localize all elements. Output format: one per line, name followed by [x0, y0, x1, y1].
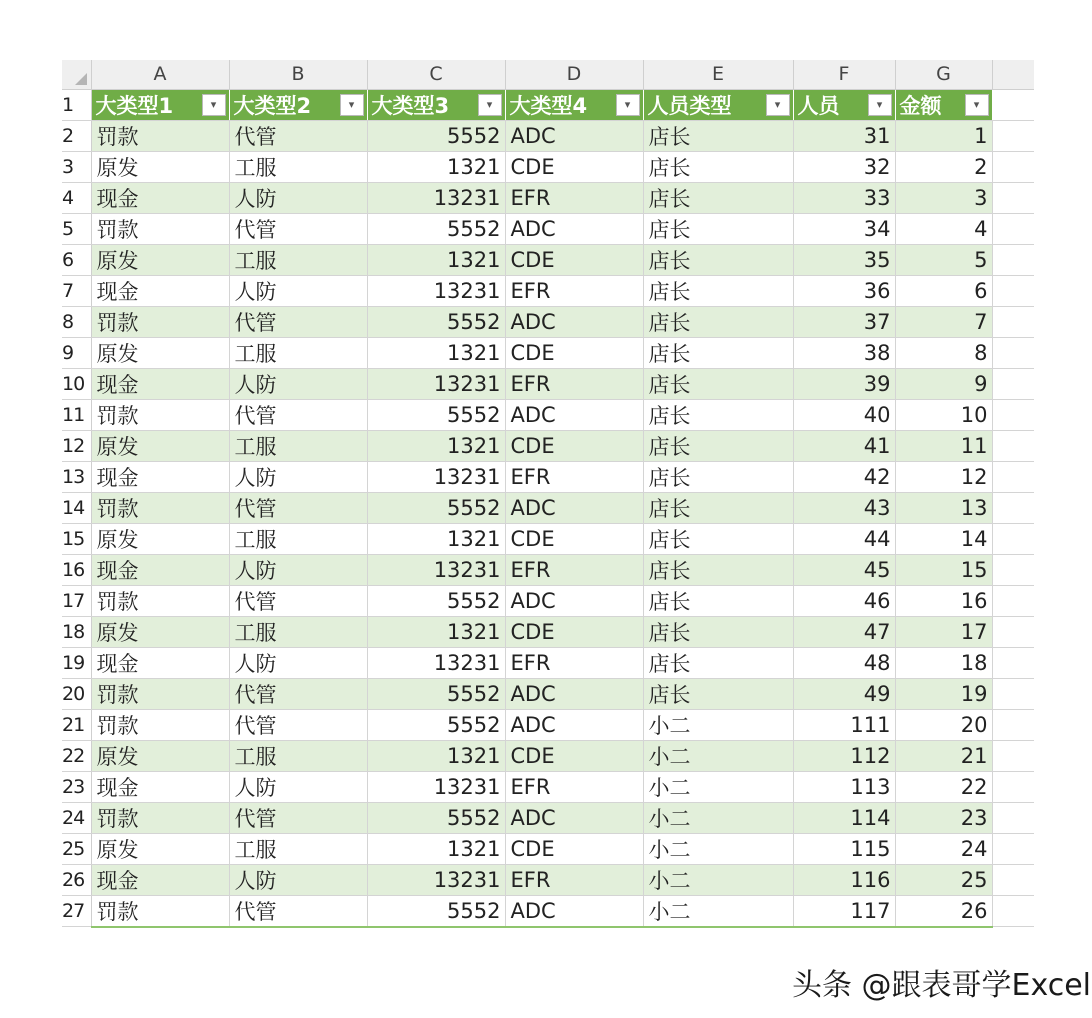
empty-cell[interactable] [992, 337, 1034, 368]
table-cell[interactable]: 44 [793, 523, 895, 554]
filter-dropdown-icon[interactable]: ▾ [340, 94, 364, 116]
table-cell[interactable]: 116 [793, 864, 895, 895]
row-number[interactable]: 25 [62, 833, 91, 864]
table-cell[interactable]: 5552 [367, 678, 505, 709]
empty-cell[interactable] [992, 616, 1034, 647]
table-cell[interactable]: 13231 [367, 461, 505, 492]
table-cell[interactable]: 店长 [643, 399, 793, 430]
row-number[interactable]: 16 [62, 554, 91, 585]
table-cell[interactable]: 10 [895, 399, 992, 430]
filter-dropdown-icon[interactable]: ▾ [616, 94, 640, 116]
row-number[interactable]: 22 [62, 740, 91, 771]
filter-dropdown-icon[interactable]: ▾ [202, 94, 226, 116]
table-cell[interactable]: 1321 [367, 833, 505, 864]
table-row [62, 151, 1034, 182]
table-cell[interactable]: 人防 [229, 275, 367, 306]
table-cell[interactable]: 18 [895, 647, 992, 678]
table-cell[interactable]: 店长 [643, 461, 793, 492]
table-row [62, 492, 1034, 523]
empty-cell[interactable] [992, 709, 1034, 740]
table-cell[interactable]: 112 [793, 740, 895, 771]
table-row [62, 523, 1034, 554]
empty-cell[interactable] [992, 492, 1034, 523]
column-header-g[interactable]: G [895, 60, 992, 89]
table-cell[interactable]: 13231 [367, 554, 505, 585]
table-cell[interactable]: 小二 [643, 895, 793, 927]
table-cell[interactable]: 罚款 [91, 306, 229, 337]
table-cell[interactable]: 原发 [91, 337, 229, 368]
table-cell[interactable]: 5552 [367, 492, 505, 523]
table-cell[interactable]: 店长 [643, 554, 793, 585]
empty-cell[interactable] [992, 554, 1034, 585]
table-cell[interactable]: 20 [895, 709, 992, 740]
table-cell[interactable]: 原发 [91, 740, 229, 771]
table-cell[interactable]: 9 [895, 368, 992, 399]
table-cell[interactable]: ADC [505, 213, 643, 244]
empty-cell[interactable] [992, 120, 1034, 151]
table-row [62, 399, 1034, 430]
header-cell[interactable] [367, 89, 505, 120]
header-cell[interactable] [793, 89, 895, 120]
table-cell[interactable]: 1321 [367, 523, 505, 554]
table-cell[interactable]: 31 [793, 120, 895, 151]
table-cell[interactable]: 罚款 [91, 895, 229, 927]
row-number[interactable]: 24 [62, 802, 91, 833]
column-header-c[interactable]: C [367, 60, 505, 89]
table-cell[interactable]: 代管 [229, 895, 367, 927]
table-cell[interactable]: CDE [505, 244, 643, 275]
table-cell[interactable]: CDE [505, 833, 643, 864]
table-row [62, 337, 1034, 368]
table-cell[interactable]: 店长 [643, 430, 793, 461]
table-cell[interactable]: 店长 [643, 120, 793, 151]
table-cell[interactable]: 1321 [367, 337, 505, 368]
table-cell[interactable]: 工服 [229, 244, 367, 275]
row-number[interactable]: 1 [62, 89, 91, 120]
select-all-triangle-icon [75, 73, 87, 85]
table-cell[interactable]: EFR [505, 771, 643, 802]
table-cell[interactable]: 店长 [643, 337, 793, 368]
table-cell[interactable]: 罚款 [91, 585, 229, 616]
table-cell[interactable]: 5552 [367, 213, 505, 244]
row-number[interactable]: 23 [62, 771, 91, 802]
table-cell[interactable]: 人防 [229, 368, 367, 399]
filter-dropdown-icon[interactable]: ▾ [766, 94, 790, 116]
data-table [62, 60, 1034, 928]
empty-cell[interactable] [992, 523, 1034, 554]
table-row [62, 306, 1034, 337]
table-cell[interactable]: 41 [793, 430, 895, 461]
table-row [62, 368, 1034, 399]
table-cell[interactable]: 2 [895, 151, 992, 182]
watermark-text: 头条 @跟表哥学Excel [792, 968, 1092, 1003]
table-cell[interactable]: 工服 [229, 523, 367, 554]
table-cell[interactable]: CDE [505, 337, 643, 368]
table-cell[interactable]: 49 [793, 678, 895, 709]
table-cell[interactable]: 32 [793, 151, 895, 182]
table-row [62, 554, 1034, 585]
empty-cell[interactable] [992, 368, 1034, 399]
table-row [62, 647, 1034, 678]
table-cell[interactable]: 店长 [643, 244, 793, 275]
empty-cell[interactable] [992, 895, 1034, 927]
empty-cell[interactable] [992, 399, 1034, 430]
table-cell[interactable]: 42 [793, 461, 895, 492]
spreadsheet [62, 60, 1034, 928]
table-cell[interactable]: 17 [895, 616, 992, 647]
table-cell[interactable]: 小二 [643, 864, 793, 895]
empty-cell[interactable] [992, 771, 1034, 802]
table-cell[interactable]: 人防 [229, 461, 367, 492]
table-cell[interactable]: 39 [793, 368, 895, 399]
table-cell[interactable]: 人防 [229, 864, 367, 895]
table-row [62, 802, 1034, 833]
table-cell[interactable]: 现金 [91, 275, 229, 306]
table-cell[interactable]: 代管 [229, 492, 367, 523]
table-cell[interactable]: 5552 [367, 709, 505, 740]
table-cell[interactable]: 33 [793, 182, 895, 213]
table-cell[interactable]: 111 [793, 709, 895, 740]
table-cell[interactable]: 店长 [643, 492, 793, 523]
table-cell[interactable]: 13231 [367, 275, 505, 306]
table-cell[interactable]: 8 [895, 337, 992, 368]
table-cell[interactable]: 13231 [367, 771, 505, 802]
table-cell[interactable]: 5552 [367, 802, 505, 833]
empty-cell[interactable] [992, 740, 1034, 771]
filter-dropdown-icon[interactable]: ▾ [868, 94, 892, 116]
table-cell[interactable]: 罚款 [91, 709, 229, 740]
table-cell[interactable]: 5 [895, 244, 992, 275]
row-number[interactable]: 13 [62, 461, 91, 492]
table-cell[interactable]: 13231 [367, 647, 505, 678]
table-cell[interactable]: EFR [505, 554, 643, 585]
table-cell[interactable]: 人防 [229, 771, 367, 802]
table-row [62, 182, 1034, 213]
table-cell[interactable]: ADC [505, 492, 643, 523]
empty-cell[interactable] [992, 833, 1034, 864]
empty-cell[interactable] [992, 151, 1034, 182]
table-row [62, 709, 1034, 740]
table-cell[interactable]: 罚款 [91, 492, 229, 523]
table-cell[interactable]: 5552 [367, 120, 505, 151]
table-cell[interactable]: 22 [895, 771, 992, 802]
header-label: 大类型3 [371, 93, 450, 118]
table-cell[interactable]: CDE [505, 740, 643, 771]
select-all-corner[interactable] [62, 60, 91, 89]
empty-cell[interactable] [992, 244, 1034, 275]
header-cell[interactable] [895, 89, 992, 120]
header-label: 人员 [797, 93, 840, 118]
table-row [62, 430, 1034, 461]
empty-cell[interactable] [992, 802, 1034, 833]
row-number[interactable]: 10 [62, 368, 91, 399]
table-cell[interactable]: 5552 [367, 306, 505, 337]
table-cell[interactable]: 代管 [229, 306, 367, 337]
table-cell[interactable]: 人防 [229, 182, 367, 213]
table-cell[interactable]: 工服 [229, 616, 367, 647]
empty-cell[interactable] [992, 182, 1034, 213]
table-cell[interactable]: 店长 [643, 523, 793, 554]
table-cell[interactable]: 原发 [91, 151, 229, 182]
table-cell[interactable]: 15 [895, 554, 992, 585]
table-cell[interactable]: 34 [793, 213, 895, 244]
table-cell[interactable]: 1321 [367, 151, 505, 182]
row-number[interactable]: 21 [62, 709, 91, 740]
row-number[interactable]: 5 [62, 213, 91, 244]
table-cell[interactable]: 店长 [643, 306, 793, 337]
row-number[interactable]: 8 [62, 306, 91, 337]
table-cell[interactable]: 人防 [229, 554, 367, 585]
row-number[interactable]: 6 [62, 244, 91, 275]
table-cell[interactable]: 罚款 [91, 802, 229, 833]
table-cell[interactable]: ADC [505, 802, 643, 833]
table-cell[interactable]: 小二 [643, 833, 793, 864]
table-cell[interactable]: 1321 [367, 740, 505, 771]
table-cell[interactable]: 店长 [643, 151, 793, 182]
empty-cell[interactable] [992, 461, 1034, 492]
row-number[interactable]: 19 [62, 647, 91, 678]
watermark [792, 960, 1091, 1004]
table-row [62, 833, 1034, 864]
header-cell[interactable] [91, 89, 229, 120]
table-cell[interactable]: ADC [505, 120, 643, 151]
table-cell[interactable]: 店长 [643, 585, 793, 616]
table-cell[interactable]: 1 [895, 120, 992, 151]
table-cell[interactable]: 25 [895, 864, 992, 895]
table-cell[interactable]: 45 [793, 554, 895, 585]
table-cell[interactable]: 原发 [91, 523, 229, 554]
table-cell[interactable]: 5552 [367, 585, 505, 616]
header-label: 大类型2 [233, 93, 312, 118]
table-cell[interactable]: CDE [505, 616, 643, 647]
row-number[interactable]: 3 [62, 151, 91, 182]
table-cell[interactable]: EFR [505, 275, 643, 306]
table-cell[interactable]: 原发 [91, 616, 229, 647]
header-cell[interactable] [229, 89, 367, 120]
row-number[interactable]: 17 [62, 585, 91, 616]
table-cell[interactable]: 罚款 [91, 678, 229, 709]
row-number[interactable]: 4 [62, 182, 91, 213]
table-cell[interactable]: CDE [505, 430, 643, 461]
table-cell[interactable]: 113 [793, 771, 895, 802]
row-number[interactable]: 15 [62, 523, 91, 554]
filter-dropdown-icon[interactable]: ▾ [478, 94, 502, 116]
table-cell[interactable]: 小二 [643, 802, 793, 833]
table-cell[interactable]: 代管 [229, 120, 367, 151]
table-cell[interactable]: 原发 [91, 430, 229, 461]
table-cell[interactable]: 5552 [367, 399, 505, 430]
table-cell[interactable]: EFR [505, 368, 643, 399]
row-number[interactable]: 26 [62, 864, 91, 895]
table-cell[interactable]: 36 [793, 275, 895, 306]
row-number[interactable]: 2 [62, 120, 91, 151]
table-cell[interactable]: 23 [895, 802, 992, 833]
table-cell[interactable]: ADC [505, 399, 643, 430]
header-label: 人员类型 [647, 93, 732, 118]
header-cell[interactable] [505, 89, 643, 120]
table-cell[interactable]: 店长 [643, 368, 793, 399]
table-cell[interactable]: ADC [505, 709, 643, 740]
filter-dropdown-icon[interactable]: ▾ [965, 94, 989, 116]
table-cell[interactable]: 115 [793, 833, 895, 864]
table-cell[interactable]: 24 [895, 833, 992, 864]
table-cell[interactable]: 16 [895, 585, 992, 616]
table-cell[interactable]: 原发 [91, 833, 229, 864]
table-cell[interactable]: 21 [895, 740, 992, 771]
table-cell[interactable]: 店长 [643, 182, 793, 213]
empty-cell[interactable] [992, 213, 1034, 244]
table-row [62, 120, 1034, 151]
table-cell[interactable]: ADC [505, 585, 643, 616]
table-cell[interactable]: 店长 [643, 647, 793, 678]
table-cell[interactable]: 现金 [91, 864, 229, 895]
table-cell[interactable]: 工服 [229, 151, 367, 182]
table-cell[interactable]: 5552 [367, 895, 505, 927]
header-cell[interactable] [643, 89, 793, 120]
row-number[interactable]: 9 [62, 337, 91, 368]
table-cell[interactable]: 7 [895, 306, 992, 337]
table-cell[interactable]: 小二 [643, 771, 793, 802]
table-row [62, 275, 1034, 306]
table-cell[interactable]: 现金 [91, 182, 229, 213]
table-cell[interactable]: 代管 [229, 399, 367, 430]
row-number[interactable]: 7 [62, 275, 91, 306]
table-cell[interactable]: 13 [895, 492, 992, 523]
empty-cell[interactable] [992, 585, 1034, 616]
table-cell[interactable]: 代管 [229, 802, 367, 833]
table-cell[interactable]: 114 [793, 802, 895, 833]
table-cell[interactable]: 代管 [229, 585, 367, 616]
table-cell[interactable]: 代管 [229, 678, 367, 709]
table-cell[interactable]: 13231 [367, 368, 505, 399]
table-cell[interactable]: CDE [505, 151, 643, 182]
table-cell[interactable]: 26 [895, 895, 992, 927]
table-cell[interactable]: 37 [793, 306, 895, 337]
table-cell[interactable]: 6 [895, 275, 992, 306]
row-number[interactable]: 12 [62, 430, 91, 461]
table-cell[interactable]: 工服 [229, 337, 367, 368]
table-cell[interactable]: 1321 [367, 244, 505, 275]
table-row [62, 585, 1034, 616]
column-header-a[interactable]: A [91, 60, 229, 89]
table-cell[interactable]: 47 [793, 616, 895, 647]
table-cell[interactable]: 1321 [367, 616, 505, 647]
empty-cell[interactable] [992, 647, 1034, 678]
table-cell[interactable]: 小二 [643, 740, 793, 771]
row-number[interactable]: 14 [62, 492, 91, 523]
table-cell[interactable]: 12 [895, 461, 992, 492]
table-cell[interactable]: CDE [505, 523, 643, 554]
table-cell[interactable]: 店长 [643, 616, 793, 647]
table-row [62, 213, 1034, 244]
table-cell[interactable]: 4 [895, 213, 992, 244]
empty-cell[interactable] [992, 430, 1034, 461]
table-row [62, 244, 1034, 275]
empty-cell[interactable] [992, 678, 1034, 709]
table-cell[interactable]: 19 [895, 678, 992, 709]
table-cell[interactable]: 小二 [643, 709, 793, 740]
table-cell[interactable]: 代管 [229, 213, 367, 244]
table-cell[interactable]: 店长 [643, 275, 793, 306]
empty-cell[interactable] [992, 864, 1034, 895]
table-row [62, 616, 1034, 647]
row-number[interactable]: 20 [62, 678, 91, 709]
table-cell[interactable]: 工服 [229, 430, 367, 461]
table-cell[interactable]: 现金 [91, 461, 229, 492]
table-row [62, 895, 1034, 927]
table-row [62, 740, 1034, 771]
table-cell[interactable]: 店长 [643, 678, 793, 709]
table-cell[interactable]: ADC [505, 678, 643, 709]
empty-cell[interactable] [992, 275, 1034, 306]
table-cell[interactable]: 工服 [229, 833, 367, 864]
table-cell[interactable]: ADC [505, 306, 643, 337]
table-cell[interactable]: 人防 [229, 647, 367, 678]
table-cell[interactable]: 罚款 [91, 120, 229, 151]
table-row [62, 771, 1034, 802]
table-row [62, 864, 1034, 895]
empty-cell[interactable] [992, 306, 1034, 337]
table-cell[interactable]: ADC [505, 895, 643, 927]
column-header-b[interactable]: B [229, 60, 367, 89]
table-cell[interactable]: 1321 [367, 430, 505, 461]
table-cell[interactable]: 40 [793, 399, 895, 430]
table-cell[interactable]: 代管 [229, 709, 367, 740]
table-cell[interactable]: 43 [793, 492, 895, 523]
table-header-row [62, 89, 1034, 120]
table-cell[interactable]: 现金 [91, 368, 229, 399]
table-cell[interactable]: 38 [793, 337, 895, 368]
header-label: 大类型4 [509, 93, 588, 118]
table-cell[interactable]: 48 [793, 647, 895, 678]
table-cell[interactable]: 原发 [91, 244, 229, 275]
table-cell[interactable]: 罚款 [91, 399, 229, 430]
table-cell[interactable]: 现金 [91, 771, 229, 802]
header-label: 金额 [899, 93, 942, 118]
table-cell[interactable]: EFR [505, 182, 643, 213]
table-cell[interactable]: 46 [793, 585, 895, 616]
row-number[interactable]: 27 [62, 895, 91, 927]
column-header-e[interactable]: E [643, 60, 793, 89]
column-header-row [62, 60, 1034, 89]
table-cell[interactable]: 现金 [91, 647, 229, 678]
table-cell[interactable]: 14 [895, 523, 992, 554]
table-cell[interactable]: EFR [505, 461, 643, 492]
column-header-d[interactable]: D [505, 60, 643, 89]
column-header-blank [992, 60, 1034, 89]
table-cell[interactable]: 13231 [367, 182, 505, 213]
table-cell[interactable]: 13231 [367, 864, 505, 895]
row-number[interactable]: 18 [62, 616, 91, 647]
table-cell[interactable]: 店长 [643, 213, 793, 244]
table-cell[interactable]: 工服 [229, 740, 367, 771]
table-cell[interactable]: 117 [793, 895, 895, 927]
table-cell[interactable]: EFR [505, 864, 643, 895]
table-cell[interactable]: 现金 [91, 554, 229, 585]
header-label: 大类型1 [95, 93, 174, 118]
table-cell[interactable]: 3 [895, 182, 992, 213]
table-cell[interactable]: 罚款 [91, 213, 229, 244]
row-number[interactable]: 11 [62, 399, 91, 430]
table-cell[interactable]: EFR [505, 647, 643, 678]
table-cell[interactable]: 11 [895, 430, 992, 461]
empty-cell[interactable] [992, 89, 1034, 120]
column-header-f[interactable]: F [793, 60, 895, 89]
table-row [62, 678, 1034, 709]
table-row [62, 461, 1034, 492]
table-cell[interactable]: 35 [793, 244, 895, 275]
